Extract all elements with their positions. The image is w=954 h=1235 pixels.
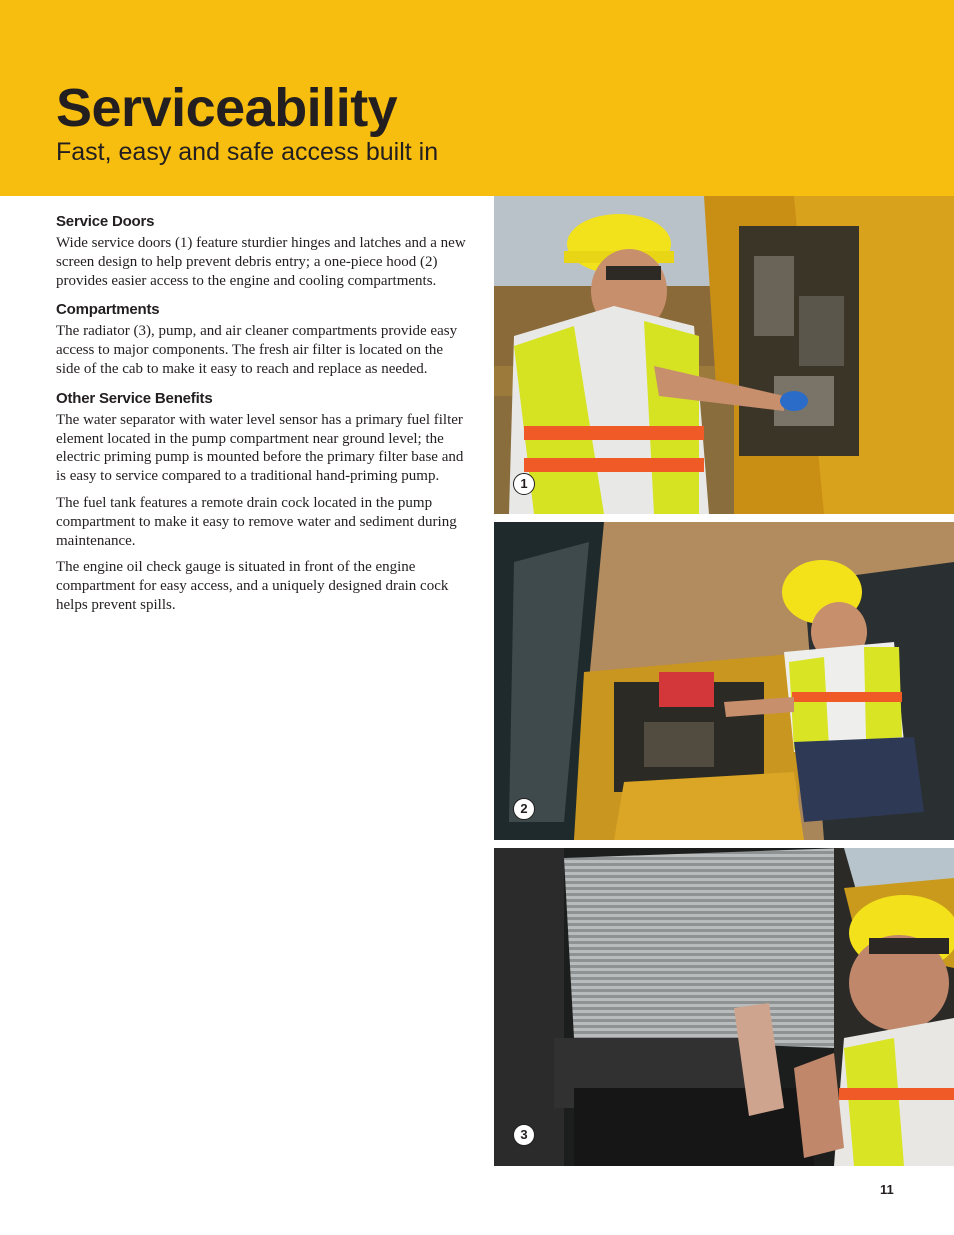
section-heading: Other Service Benefits: [56, 389, 213, 407]
photo-badge: 2: [513, 798, 535, 820]
section-heading: Compartments: [56, 301, 160, 319]
section-other-service-benefits: [56, 389, 468, 615]
photo-service-doors: [494, 196, 954, 514]
photo-radiator: [494, 848, 954, 1166]
photo-radiator-image: [494, 848, 954, 1166]
photo-service-doors-image: [494, 196, 954, 514]
photo-badge: 1: [513, 473, 535, 495]
page-title: Serviceability: [56, 78, 398, 138]
page-subtitle: Fast, easy and safe access built in: [56, 138, 439, 166]
header-band: [0, 0, 954, 196]
section-paragraph: The fuel tank features a remote drain cock located in the pump compartment to make it easy to remove water and sediment during maintenance.: [56, 494, 457, 549]
section-service-doors: [56, 212, 468, 290]
photo-hood-image: [494, 522, 954, 840]
photo-badge: 3: [513, 1124, 535, 1146]
section-compartments: [56, 300, 468, 378]
photo-hood: [494, 522, 954, 840]
section-paragraph: The water separator with water level sensor has a primary fuel filter element located in the pump compartment near ground level; the electric priming pump is mounted before the primary filter base and is easy to service compared to a traditional hand-priming pump.: [56, 411, 464, 485]
section-paragraph: The engine oil check gauge is situated in front of the engine compartment for easy access, and a uniquely designed drain cock helps prevent spills.: [56, 559, 449, 613]
section-heading: Service Doors: [56, 213, 155, 230]
section-paragraph: The radiator (3), pump, and air cleaner compartments provide easy access to major components. The fresh air filter is located on the side of the cab to make it easy to reach and replace as needed.: [56, 323, 458, 377]
page-number: 11: [880, 1182, 894, 1197]
body-text: [56, 212, 468, 625]
section-paragraph: Wide service doors (1) feature sturdier hinges and latches and a new screen design to help prevent debris entry; a one-piece hood (2) provides easier access to the engine and cooling compartments.: [56, 235, 466, 289]
